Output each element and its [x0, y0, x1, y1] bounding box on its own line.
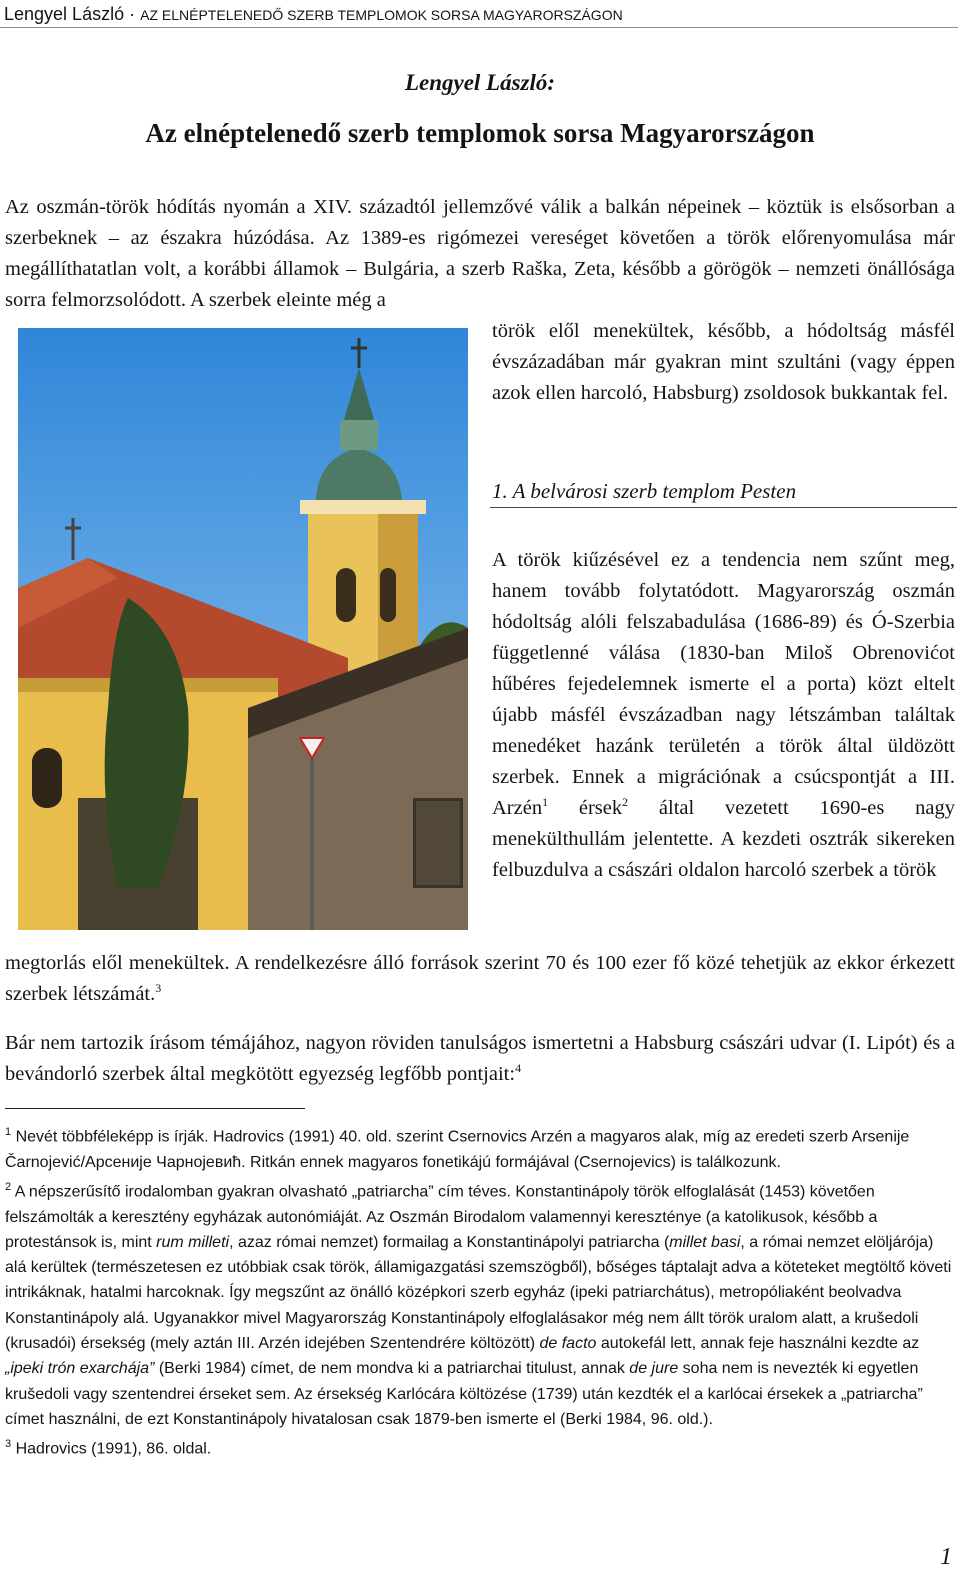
footnote-divider: [5, 1108, 305, 1109]
church-photo: [18, 328, 468, 930]
footnote-3: $^3$ Hadrovics (1991), 86. oldal.: [5, 1438, 212, 1458]
footnote-ref-2[interactable]: 2: [622, 795, 629, 810]
paragraph-1-continued: török elől menekültek, később, a hódoltság másfél évszázadában már gyakran mint szultáni (vagy éppen azok ellen harcoló, Habsburg) zsoldosok bukkantak fel.: [492, 320, 955, 404]
paragraph-2: A török kiűzésével ez a tendencia nem szűnt meg, hanem tovább folytatódott. Magyarország oszmán hódoltság alóli felszabadulása (1686-89) és Ó-Szerbia függetlenné válása (1830-ban Miloš Obrenovićot hűbéres fejedelemnek ismerte el a porta) közt eltelt újabb másfél évszázadban nagy létszámban találtak menedéket hazánk területén a török által üldözött szerbek. Ennek a migrációnak a csúcspontját a III. Arzén$^1$ érsek$^2$ által vezetett 1690-es nagy menekülthullám jelentette. A kezdeti osztrák sikereken felbuzdulva a császári oldalon harcoló szerbek a török: [492, 549, 955, 881]
footnote-ref-3[interactable]: 3: [155, 981, 162, 996]
footnote-1: $^1$ Nevét többféleképp is írják. Hadrovics (1991) 40. old. szerint Csernovics Arzén a magyaros alak, míg az eredeti szerb Arsenije Čarnojević/Арсеније Чарнојевић. Ritkán ennek magyaros fonetikájú formájával (Csernojevics) is találkozunk.: [5, 1126, 910, 1171]
header-title: AZ ELNÉPTELENEDŐ SZERB TEMPLOMOK SORSA MAGYARORSZÁGON: [140, 7, 623, 23]
footnote-ref-4[interactable]: 4: [515, 1061, 522, 1076]
tower-window: [336, 568, 356, 622]
running-header: [0, 2, 958, 28]
paragraph-2-continued: megtorlás elől menekültek. A rendelkezésre álló források szerint 70 és 100 ezer fő közé tehetjük az ekkor érkezett szerbek létszámát.$^3$: [5, 952, 955, 1005]
footnotes: [5, 1120, 955, 1462]
church-window: [32, 748, 62, 808]
article-author: Lengyel László:: [404, 70, 556, 95]
figure-caption: 1. A belvárosi szerb templom Pesten: [490, 476, 957, 508]
article-title: Az elnéptelenedő szerb templomok sorsa Magyarországon: [145, 118, 815, 148]
footnote-ref-1[interactable]: 1: [542, 795, 549, 810]
tower-cornice: [300, 500, 426, 514]
footnote-2: $^2$ A népszerűsítő irodalomban gyakran olvasható „patriarcha” cím téves. Konstantinápoly török elfoglalását (1453) követően felszámolták a keresztény egyházak autonómiáját. Az Oszmán Birodalom valamennyi keresztényе (a katolikusok, később a protestánsok is, mint rum milleti, azaz római nemzet) formailag a Konstantinápolyi patriarcha (millet basi, a római nemzet elöljárója) alá kerültek (természetesen ez utóbbiak csak török, államigazgatási szemszögből), bőséges táptalajt adva a köteteket megtöltő követi intrikáknak, hatalmi harcoknak. Így megszűnt az önálló középkori szerb egyház (ipeki patriarchátus), metropóliaként beolvadva Konstantinápoly alá. Ugyanakkor mivel Magyarország Konstantinápoly elfoglalásakor még nem állt török uralom alatt, a krušedoli (krusadói) érsekség (mely aztán III. Arzén idejében Szentendrére költözött) de facto autokefál lett, annak feje használni kezdte az „ipeki trón exarchája” (Berki 1984) címet, de nem mondva ki a patriarchai titulust, annak de jure soha nem is nevezték ki egyetlen krušedoli vagy szentendrei érseket sem. Az érsekség Karlócára költözése (1739) után kezdték el a karlócai érsekek a „patriarcha” címet használni, de ezt Konstantinápoly hivatalosan csak 1879-ben ismerte el (Berki 1984, 96. old.).: [5, 1180, 952, 1428]
page-number: 1: [940, 1544, 952, 1570]
tower-lantern: [340, 420, 378, 450]
header-author: Lengyel László ·: [4, 4, 136, 24]
paragraph-1: Az oszmán-török hódítás nyomán a XIV. századtól jellemzővé válik a balkán népeinek – köztük is elsősorban a szerbeknek – az északra húzódása. Az 1389-es rigómezei vereséget követően a török előrenyomulása már megállíthatatlan volt, a korábbi államok – Bulgária, a szerb Raška, Zeta, később a görögök – nemzeti önállósága sorra felmorzsolódott. A szerbek eleinte még a: [5, 196, 955, 311]
paragraph-3: Bár nem tartozik írásom témájához, nagyon röviden tanulságos ismertetni a Habsburg császári udvar (I. Lipót) és a bevándorló szerbek által megkötött egyezség legfőbb pontjait:$^4$: [5, 1032, 955, 1085]
